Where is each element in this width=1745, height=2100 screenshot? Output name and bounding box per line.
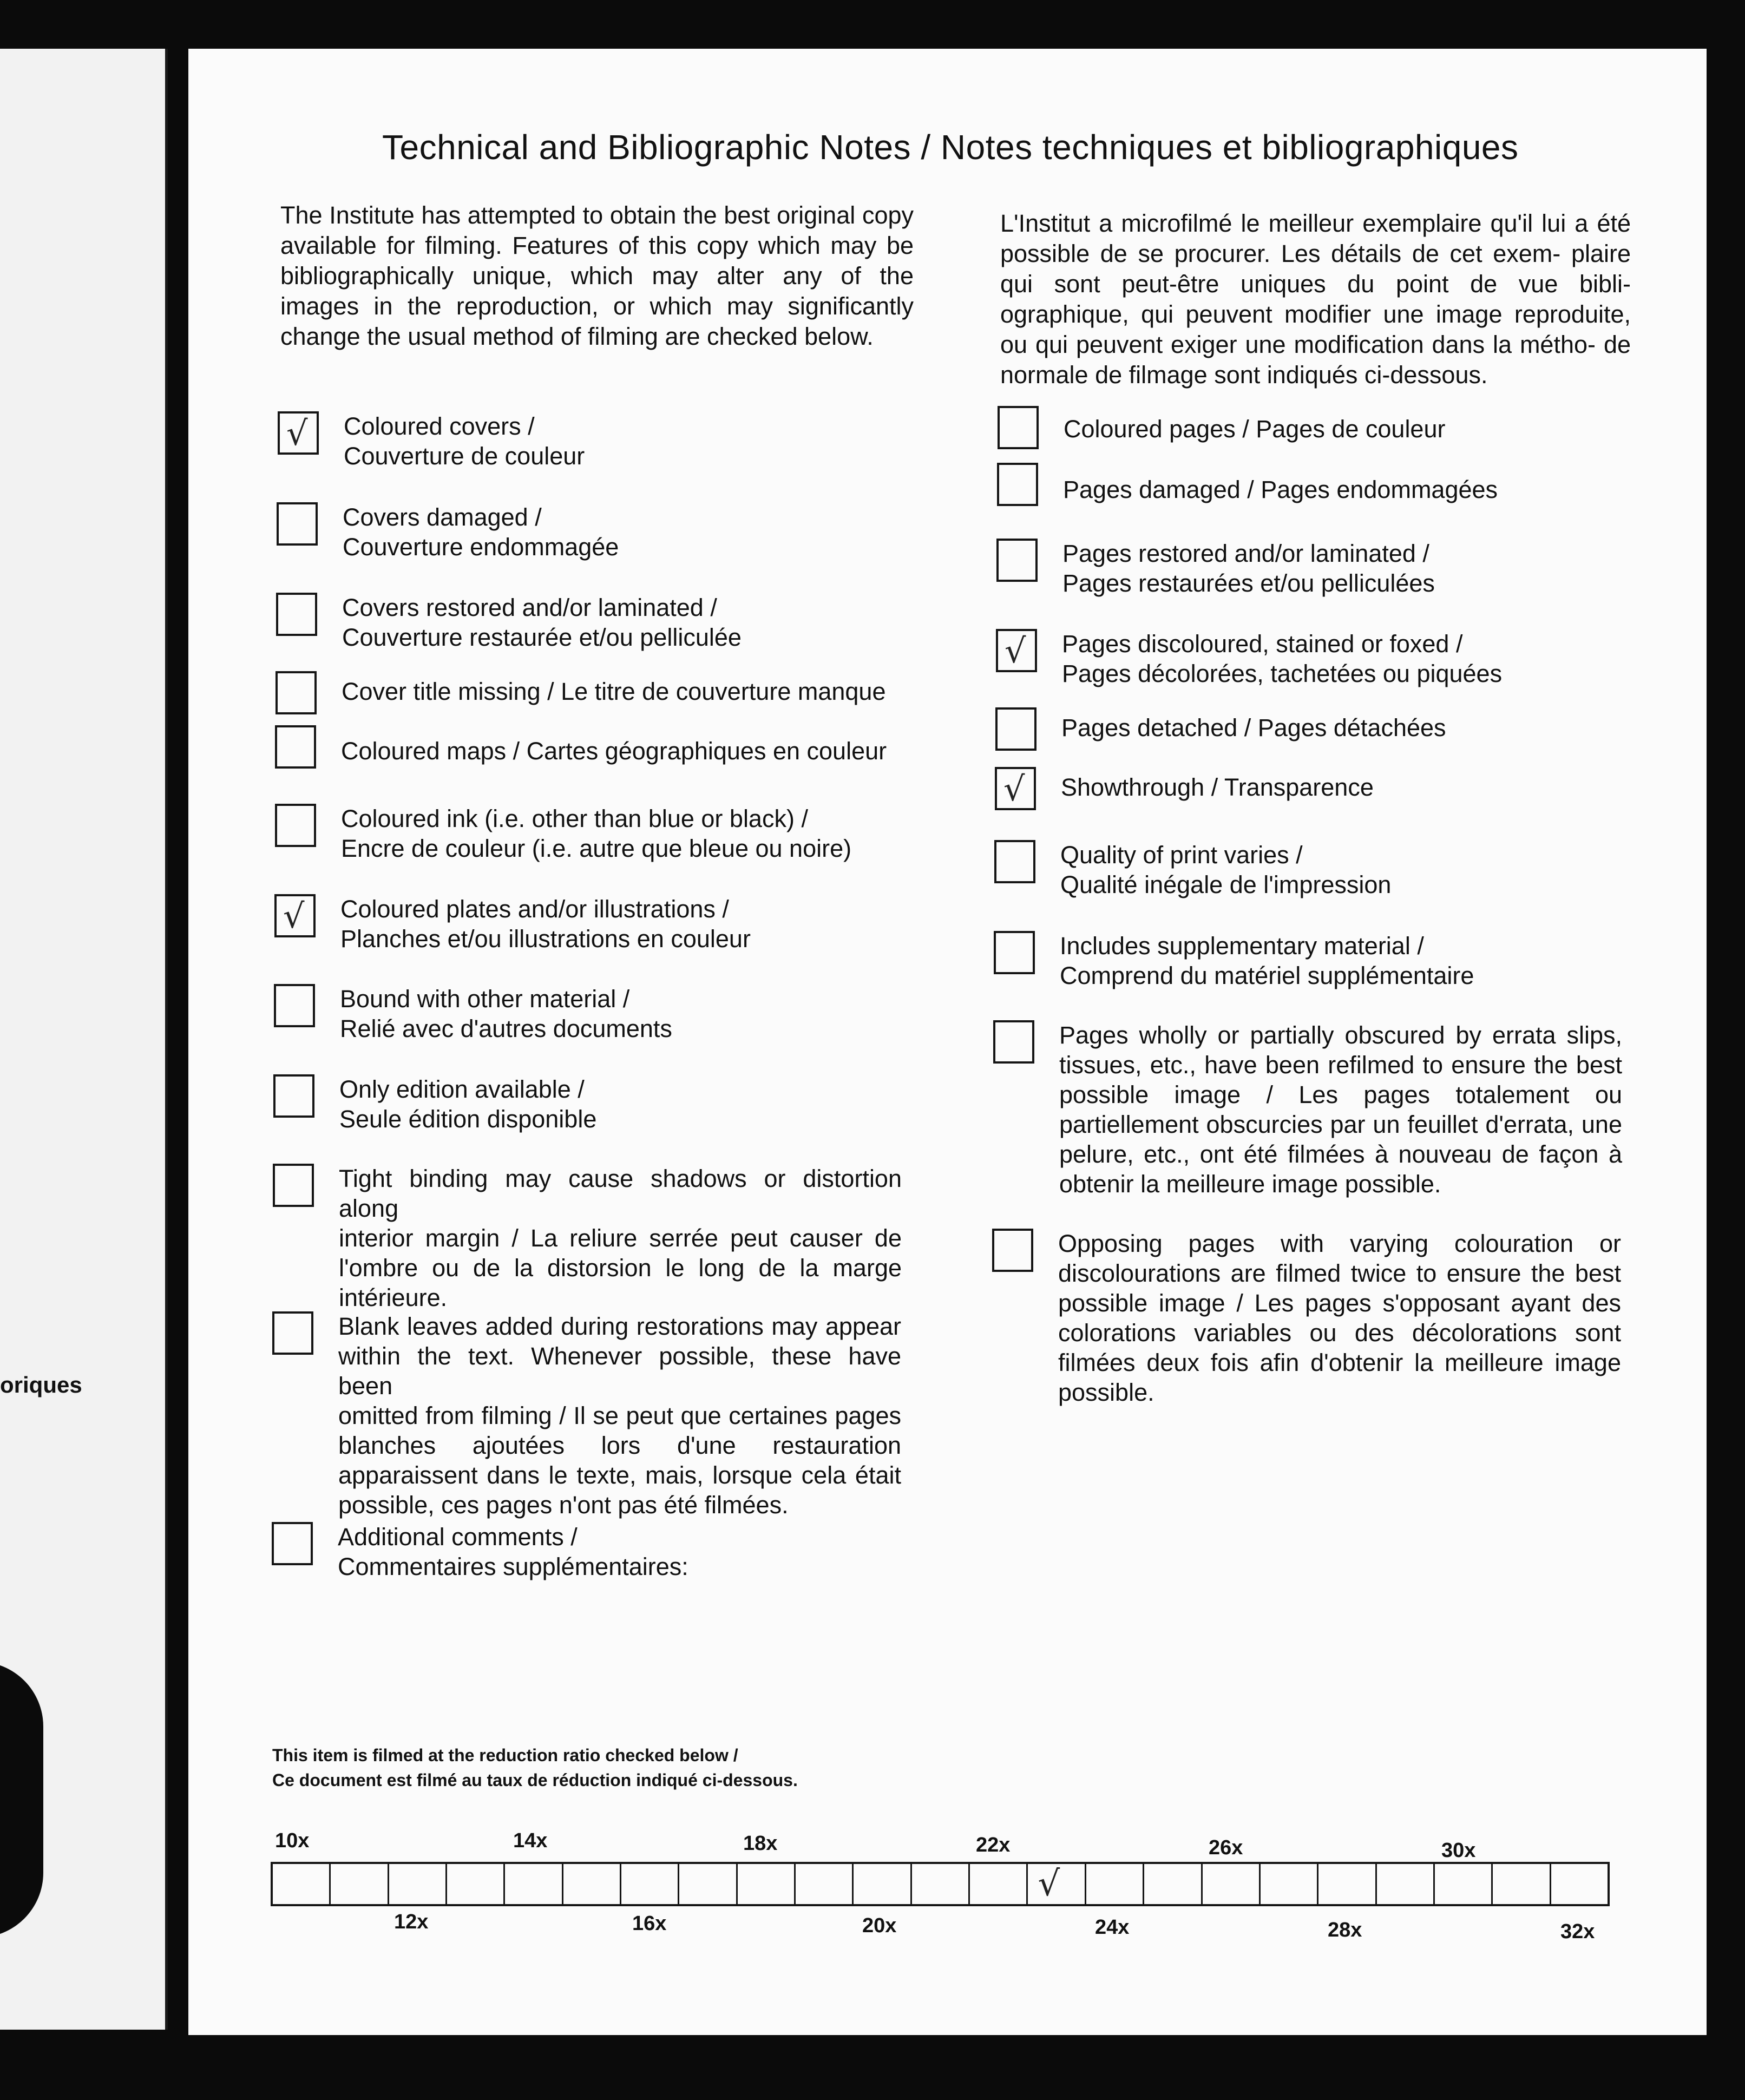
item-label bbox=[341, 804, 904, 863]
checklist-item-bound-with[interactable] bbox=[274, 984, 903, 1044]
label-line: obtenir la meilleure image possible. bbox=[1059, 1170, 1441, 1198]
checkbox[interactable] bbox=[994, 840, 1035, 883]
intro-fr-line: ou qui peuvent exiger une modification dans la métho- bbox=[1000, 331, 1596, 358]
label-line: blanches ajoutées lors d'une restauration bbox=[338, 1432, 901, 1459]
intro-en-line: the images in the reproduction, or which may bbox=[280, 262, 914, 320]
checklist-item-pages-damaged[interactable] bbox=[997, 463, 1626, 506]
item-label bbox=[338, 1522, 901, 1581]
label-line: Cover title missing / Le titre de couverture manque bbox=[342, 678, 886, 705]
ratio-label-top: 14x bbox=[513, 1829, 548, 1852]
adjacent-page-strip bbox=[0, 49, 168, 2030]
ratio-label-bottom: 20x bbox=[862, 1914, 897, 1937]
label-line: Coloured pages / Pages de couleur bbox=[1064, 415, 1446, 443]
label-line: partiellement obscurcies par un feuillet d'errata, une bbox=[1059, 1111, 1622, 1138]
checklist-item-covers-damaged[interactable] bbox=[277, 502, 906, 562]
item-label bbox=[1061, 767, 1624, 802]
checkbox[interactable] bbox=[994, 931, 1035, 974]
checklist-item-coloured-maps[interactable] bbox=[275, 725, 904, 769]
label-line: Pages wholly or partially obscured by errata slips, bbox=[1059, 1021, 1622, 1049]
intro-en-line: checked below. bbox=[707, 323, 874, 350]
checklist-item-coloured-pages[interactable] bbox=[998, 406, 1626, 449]
item-label bbox=[341, 725, 904, 766]
checkbox[interactable] bbox=[275, 804, 316, 847]
ratio-cell[interactable] bbox=[331, 1864, 389, 1904]
item-label bbox=[343, 502, 906, 562]
checklist-item-showthrough[interactable] bbox=[995, 767, 1624, 810]
label-line: Couverture de couleur bbox=[344, 442, 585, 470]
ratio-cell[interactable] bbox=[273, 1864, 331, 1904]
checklist-item-blank-leaves[interactable] bbox=[272, 1311, 901, 1520]
item-label bbox=[339, 1074, 902, 1134]
label-line: within the text. Whenever possible, these have been bbox=[338, 1342, 901, 1400]
item-label bbox=[1063, 463, 1626, 504]
checklist-item-covers-restored[interactable] bbox=[276, 593, 905, 652]
checkbox[interactable] bbox=[996, 629, 1037, 672]
checklist-item-coloured-plates[interactable] bbox=[274, 894, 903, 954]
checkbox[interactable] bbox=[275, 671, 317, 714]
label-line: Pages discoloured, stained or foxed / bbox=[1062, 630, 1463, 658]
label-line: Pages detached / Pages détachées bbox=[1061, 714, 1446, 741]
label-line: tissues, etc., have been refilmed to ensure the best bbox=[1059, 1051, 1622, 1079]
label-line: Pages restaurées et/ou pelliculées bbox=[1062, 569, 1435, 597]
label-line: Pages décolorées, tachetées ou piquées bbox=[1062, 660, 1503, 687]
checkbox[interactable] bbox=[273, 1074, 314, 1118]
checkbox[interactable] bbox=[272, 1522, 313, 1565]
label-line: filmées deux fois afin d'obtenir la meilleure image bbox=[1058, 1349, 1621, 1376]
checkbox[interactable] bbox=[272, 1311, 313, 1355]
checklist-item-pages-discoloured[interactable] bbox=[996, 629, 1625, 688]
ratio-cell[interactable] bbox=[738, 1864, 796, 1904]
checkbox[interactable] bbox=[274, 894, 316, 937]
reduction-ratio-note bbox=[272, 1743, 798, 1793]
item-label bbox=[340, 984, 903, 1044]
checkbox[interactable] bbox=[273, 1164, 314, 1207]
label-line: Bound with other material / bbox=[340, 985, 630, 1013]
label-line: intérieure. bbox=[339, 1284, 448, 1311]
ratio-label-top: 30x bbox=[1441, 1839, 1476, 1862]
intro-fr-line: ographique, qui peuvent modifier une image reproduite, bbox=[1000, 300, 1631, 328]
ratio-cell[interactable] bbox=[1318, 1864, 1376, 1904]
ratio-label-bottom: 32x bbox=[1560, 1920, 1595, 1943]
label-line: Covers restored and/or laminated / bbox=[342, 594, 717, 621]
label-line: Showthrough / Transparence bbox=[1061, 773, 1374, 801]
label-line: possible, ces pages n'ont pas été filmées. bbox=[338, 1491, 789, 1519]
item-label bbox=[344, 411, 907, 471]
ratio-cell[interactable] bbox=[1493, 1864, 1551, 1904]
label-line: Blank leaves added during restorations may appear bbox=[338, 1312, 901, 1340]
ratio-label-top: 18x bbox=[743, 1832, 778, 1855]
page-title: Technical and Bibliographic Notes / Notes techniques et bibliographiques bbox=[382, 128, 1519, 167]
label-line: Opposing pages with varying colouration or bbox=[1058, 1230, 1621, 1257]
item-label bbox=[1060, 931, 1623, 990]
ratio-cell[interactable] bbox=[1144, 1864, 1202, 1904]
label-line: Coloured maps / Cartes géographiques en couleur bbox=[341, 737, 887, 765]
label-line: Relié avec d'autres documents bbox=[340, 1015, 672, 1042]
label-line: Includes supplementary material / bbox=[1060, 932, 1424, 960]
checkbox[interactable] bbox=[275, 725, 316, 769]
checkmark-icon: √ bbox=[1038, 1864, 1060, 1904]
item-label bbox=[1060, 840, 1623, 900]
checkbox[interactable] bbox=[998, 406, 1039, 449]
checklist-item-coloured-covers[interactable] bbox=[278, 411, 907, 471]
intro-en-line: significantly change the usual method of filming are bbox=[280, 292, 914, 350]
checkmark-icon: √ bbox=[283, 896, 305, 936]
label-line: Pages damaged / Pages endommagées bbox=[1063, 476, 1498, 503]
checklist-item-tight-binding[interactable] bbox=[273, 1164, 902, 1312]
intro-fr-line: été possible de se procurer. Les détails de cet exem- bbox=[1000, 209, 1631, 267]
checkbox[interactable] bbox=[992, 1229, 1033, 1272]
label-line: interior margin / La reliure serrée peut causer de bbox=[339, 1224, 902, 1252]
ratio-cell[interactable] bbox=[1203, 1864, 1261, 1904]
checkbox[interactable] bbox=[274, 984, 315, 1027]
label-line: Only edition available / bbox=[339, 1075, 585, 1103]
label-line: Encre de couleur (i.e. autre que bleue ou noire) bbox=[341, 835, 852, 862]
label-line: Comprend du matériel supplémentaire bbox=[1060, 962, 1474, 989]
intro-fr-line: de normale de filmage sont indiqués ci-dessous. bbox=[1000, 331, 1631, 389]
intro-en-line: may be bibliographically unique, which may alter any of bbox=[280, 232, 914, 290]
ratio-cell[interactable] bbox=[1261, 1864, 1318, 1904]
ratio-cell[interactable] bbox=[563, 1864, 621, 1904]
label-line: Coloured plates and/or illustrations / bbox=[340, 895, 729, 923]
checklist-item-coloured-ink[interactable] bbox=[275, 804, 904, 863]
checklist-item-supplementary-material[interactable] bbox=[994, 931, 1623, 990]
checkbox[interactable] bbox=[277, 502, 318, 546]
intro-english bbox=[280, 200, 914, 352]
label-line: Pages restored and/or laminated / bbox=[1062, 540, 1429, 567]
label-line: Qualité inégale de l'impression bbox=[1060, 871, 1392, 898]
label-line: colorations variables ou des décolorations sont bbox=[1058, 1319, 1621, 1347]
reduction-ratio-scale bbox=[271, 1862, 1610, 1906]
checkmark-icon: √ bbox=[1003, 769, 1025, 809]
ratio-cell[interactable] bbox=[796, 1864, 854, 1904]
label-line: Tight binding may cause shadows or distortion along bbox=[339, 1165, 902, 1222]
ratio-cell[interactable] bbox=[912, 1864, 970, 1904]
checklist-item-pages-obscured[interactable] bbox=[993, 1020, 1622, 1199]
ratio-cell[interactable] bbox=[505, 1864, 563, 1904]
ratio-label-top: 10x bbox=[275, 1829, 310, 1852]
label-line: Coloured ink (i.e. other than blue or black) / bbox=[341, 805, 808, 832]
checkbox[interactable] bbox=[996, 539, 1038, 582]
checkbox[interactable] bbox=[276, 593, 317, 636]
checklist-item-additional-comments[interactable] bbox=[272, 1522, 901, 1581]
intro-en-line: The Institute has attempted to obtain the best original bbox=[280, 201, 856, 229]
label-line: Covers damaged / bbox=[343, 503, 542, 531]
reduction-note-line: Ce document est filmé au taux de réduction indiqué ci-dessous. bbox=[272, 1770, 798, 1790]
ratio-cell[interactable] bbox=[854, 1864, 911, 1904]
ratio-cell[interactable] bbox=[447, 1864, 505, 1904]
reduction-note-line: This item is filmed at the reduction ratio checked below / bbox=[272, 1745, 738, 1765]
ratio-label-bottom: 24x bbox=[1095, 1916, 1130, 1939]
ratio-cell[interactable] bbox=[389, 1864, 447, 1904]
ratio-cell[interactable] bbox=[970, 1864, 1028, 1904]
checkbox[interactable] bbox=[997, 463, 1038, 506]
checkbox[interactable] bbox=[278, 411, 319, 455]
checkmark-icon: √ bbox=[286, 414, 308, 453]
label-line: Couverture endommagée bbox=[343, 533, 619, 561]
item-label bbox=[1059, 1020, 1622, 1199]
checklist-item-opposing-pages[interactable] bbox=[992, 1229, 1621, 1407]
ratio-cell[interactable] bbox=[1028, 1864, 1086, 1904]
label-line: discolourations are filmed twice to ensure the best bbox=[1058, 1259, 1621, 1287]
label-line: possible image / Les pages s'opposant ayant des bbox=[1058, 1289, 1621, 1317]
checklist-item-only-edition[interactable] bbox=[273, 1074, 902, 1134]
notes-page bbox=[188, 49, 1707, 2035]
item-label bbox=[342, 593, 905, 652]
checklist-item-quality-of-print[interactable] bbox=[994, 840, 1623, 900]
ratio-label-bottom: 12x bbox=[394, 1911, 429, 1933]
label-line: Commentaires supplémentaires: bbox=[338, 1553, 688, 1580]
ratio-cell[interactable] bbox=[1086, 1864, 1144, 1904]
ratio-cell[interactable] bbox=[621, 1864, 679, 1904]
label-line: pelure, etc., ont été filmées à nouveau de façon à bbox=[1059, 1140, 1622, 1168]
item-label bbox=[1061, 707, 1624, 743]
checklist-item-pages-detached[interactable] bbox=[995, 707, 1624, 751]
item-label bbox=[1062, 539, 1625, 598]
checkbox[interactable] bbox=[995, 767, 1036, 810]
ratio-label-top: 26x bbox=[1209, 1836, 1243, 1859]
item-label bbox=[1064, 406, 1626, 444]
intro-french bbox=[1000, 208, 1631, 390]
checkmark-icon: √ bbox=[1005, 631, 1026, 671]
item-label bbox=[340, 894, 903, 954]
ratio-label-top: 22x bbox=[976, 1834, 1011, 1856]
checkbox[interactable] bbox=[995, 707, 1036, 751]
ratio-cell[interactable] bbox=[679, 1864, 737, 1904]
checklist-item-pages-restored[interactable] bbox=[996, 539, 1625, 598]
item-label bbox=[338, 1311, 901, 1520]
adjacent-page-text-fragment: oriques bbox=[0, 1372, 82, 1397]
item-label bbox=[1062, 629, 1625, 688]
item-label bbox=[339, 1164, 902, 1312]
checklist-item-cover-title-missing[interactable] bbox=[275, 671, 904, 714]
label-line: Additional comments / bbox=[338, 1523, 578, 1551]
label-line: Couverture restaurée et/ou pelliculée bbox=[342, 624, 742, 651]
intro-fr-line: plaire qui sont peut-être uniques du point de vue bibli- bbox=[1000, 240, 1631, 298]
label-line: Planches et/ou illustrations en couleur bbox=[340, 925, 751, 953]
item-label bbox=[342, 671, 904, 706]
ratio-cell[interactable] bbox=[1377, 1864, 1435, 1904]
label-line: Quality of print varies / bbox=[1060, 841, 1303, 869]
label-line: apparaissent dans le texte, mais, lorsque cela était bbox=[338, 1461, 901, 1489]
ratio-label-bottom: 28x bbox=[1328, 1919, 1362, 1941]
ratio-cell[interactable] bbox=[1435, 1864, 1493, 1904]
label-line: possible. bbox=[1058, 1379, 1154, 1406]
label-line: Coloured covers / bbox=[344, 412, 535, 440]
ratio-cell[interactable] bbox=[1551, 1864, 1608, 1904]
scan-artifact bbox=[0, 1662, 43, 1938]
ratio-label-bottom: 16x bbox=[632, 1912, 667, 1935]
label-line: Seule édition disponible bbox=[339, 1105, 597, 1133]
label-line: possible image / Les pages totalement ou bbox=[1059, 1081, 1622, 1108]
label-line: l'ombre ou de la distorsion le long de la marge bbox=[339, 1254, 902, 1282]
label-line: omitted from filming / Il se peut que certaines pages bbox=[338, 1402, 901, 1429]
intro-en-line: copy available for filming. Features of this copy which bbox=[280, 201, 914, 259]
item-label bbox=[1058, 1229, 1621, 1407]
intro-fr-line: L'Institut a microfilmé le meilleur exemplaire qu'il lui a bbox=[1000, 209, 1589, 237]
checkbox[interactable] bbox=[993, 1020, 1034, 1064]
